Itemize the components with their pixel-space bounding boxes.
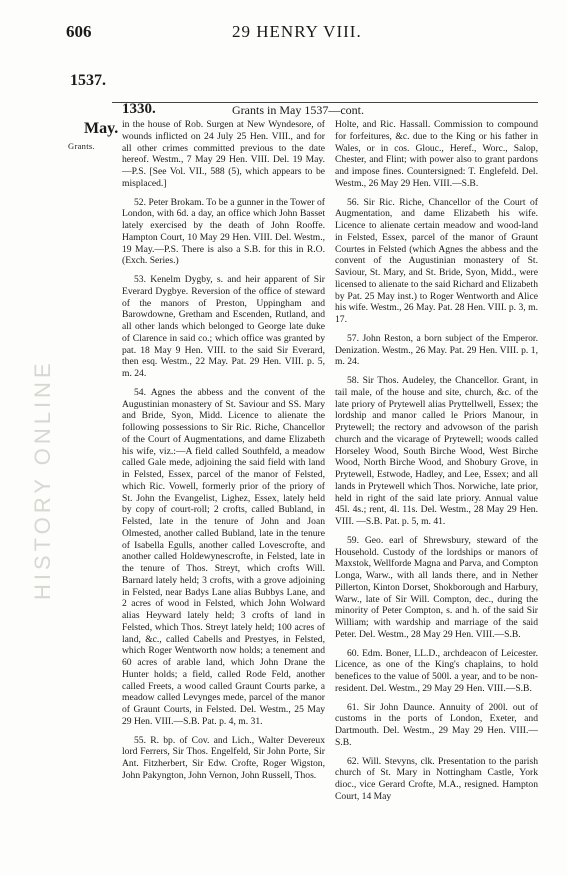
entry-60: 60. Edm. Boner, LL.D., archdeacon of Leicester. Licence, as one of the King's chaplains, to hold benefices to the value of 500l. a year, and to be non-resident. Del. Westm., 29 May 29 Hen. VIII.—S.B. — [335, 647, 538, 694]
watermark: HISTORY ONLINE — [30, 359, 55, 600]
left-column — [122, 119, 325, 782]
entry-51-continuation: in the house of Rob. Surgen at New Wyndesore, of wounds inflicted on 24 July 25 Hen. VIII., and for all other crimes committed previous to the date hereof. Westm., 7 May 29 Hen. VIII. Del. 19 May.—P.S. [See Vol. VII., 588 (5), which appears to be misplaced.] — [122, 119, 325, 189]
margin-year: 1537. — [70, 72, 106, 89]
entry-59: 59. Geo. earl of Shrewsbury, steward of the Household. Custody of the lordships or manors of Maxstok, Wellforde Magna and Parva, and Compton Longa, Warw., with all lands there, and in Nether Pillerton, Kinton Dorset, Shokborough and Harbury, Warw., late of Sir Will. Compton, dec., during the minority of Peter Compton, s. and h. of the said Sir William; with wardship and marriage of the said Peter. Del. Westm., 28 May 29 Hen. VIII.—S.B. — [335, 534, 538, 640]
entry-61: 61. Sir John Daunce. Annuity of 200l. out of customs in the ports of London, Exeter, and Dartmouth. Del. Westm., 29 May 29 Hen. VIII.—S.B. — [335, 701, 538, 748]
document-number: 1330. — [122, 101, 156, 117]
entry-54: 54. Agnes the abbess and the convent of the Augustinian monastery of St. Saviour and SS. Mary and Bride, Syon, Midd. Licence to alienate the following possessions to Sir Ric. Riche, Chancellor of the Court of Augmentations, and dame Elizabeth his wife, viz.:—A field called Southfeld, a meadow called Gale mede, adjoining the said field with land in Felsted, Essex, parcel of the manor of Felsted, which Ric. Vowell, formerly prior of the priory of St. John the Evangelist, Lighez, Essex, lately held by copy of court-roll; 2 crofts, called Bubland, in Felsted, late in the tenure of John and Joan Olmested, another called Bubland, late in the tenure of Isabella Egulls, another called Lovescrofte, and another called Holdewynescrofte, in Felsted, late in the tenure of Thos. Streyt, which crofts Will. Barnard lately held; 3 crofts, with a grove adjoining in Felsted, near Badys Lane alias Bubbys Lane, and 2 acres of wood in Felsted, which John Wolward alias Heyward lately held; 3 crofts of land in Felsted, which Thos. Streyt lately held; 100 acres of land, &c., called Cabells and Prestyes, in Felsted, which Roger Wentworth now holds; a tenement and 60 acres of arable land, which John Drane the Hunter holds; a field, called Rode Feld, another called Freets, a wood called Graunt Courts parke, a meadow called Levynges mede, parcel of the manor of Graunt Courts, in Felsted. Del. Westm., 25 May 29 Hen. VIII.—S.B. Pat. p. 4, m. 31. — [122, 386, 325, 727]
entry-58: 58. Sir Thos. Audeley, the Chancellor. Grant, in tail male, of the house and site, church, &c. of the late priory of Prytewell alias Pryttellwell, Essex; the lordship and manor called le Priors Manour, in Prytewell; the rectory and advowson of the parish church and the vicarage of Prytewell; woods called Horseley Wood, South Birche Wood, West Birche Wood, North Birche Wood, and Shobury Grove, in Prytewell, Estwode, Hadley, and Lee, Essex; and all lands in Prytewell which Thos. Norwiche, late prior, held in right of the said late priory. Annual value 45l. 4s.; rent, 4l. 11s. Del. Westm., 28 May 29 Hen. VIII. —S.B. Pat. p. 5, m. 41. — [335, 375, 538, 527]
entry-57: 57. John Reston, a born subject of the Emperor. Denization. Westm., 26 May. Pat. 29 Hen. VIII. p. 1, m. 24. — [335, 332, 538, 368]
running-head: 29 HENRY VIII. — [232, 22, 362, 41]
entry-62: 62. Will. Stevyns, clk. Presentation to the parish church of St. Mary in Nottingham Castle, York dioc., vice Gerard Crofte, M.A., resigned. Hampton Court, 14 May — [335, 755, 538, 802]
margin-section: Grants. — [68, 141, 95, 151]
column-heading: Grants in May 1537—cont. — [232, 103, 364, 117]
entry-56: 56. Sir Ric. Riche, Chancellor of the Court of Augmentation, and dame Elizabeth his wife. Licence to alienate certain meadow and wood-land in Felsted, Essex, parcel of the manor of Graunt Courtes in Felsted (which Agnes the abbess and the convent of the Augustinian monastery of St. Saviour, St. Mary, and St. Bride, Syon, Midd., were licensed to alienate to the said Richard and Elizabeth by Pat. 25 May inst.) to Roger Wentworth and Alice his wife. Westm., 26 May. Pat. 28 Hen. VIII. p. 3, m. 17. — [335, 196, 538, 325]
margin-month: May. — [84, 120, 119, 137]
entry-52: 52. Peter Brokam. To be a gunner in the Tower of London, with 6d. a day, an office which John Basset lately exercised by the death of John Rooffe. Hampton Court, 10 May 29 Hen. VIII. Del. Westm., 19 May.—P.S. There is also a S.B. for this in R.O. (Exch. Series.) — [122, 196, 325, 267]
entry-55-continuation: Holte, and Ric. Hassall. Commission to compound for forfeitures, &c. due to the King or his father in Wales, or in cos. Glouc., Heref., Worc., Salop, Chester, and Flint; with power also to grant pardons and impose fines. Countersigned: T. Englefeld. Del. Westm., 26 May 29 Hen. VIII.—S.B. — [335, 119, 538, 189]
right-column — [335, 119, 538, 803]
entry-53: 53. Kenelm Dygby, s. and heir apparent of Sir Everard Dygbye. Reversion of the office of steward of the manors of Preston, Uppingham and Barowdowne, Gretham and Escenden, Rutland, and all other lands which belonged to George late duke of Clarence in said co.; which office was granted by pat. 18 May 9 Hen. VIII. to the said Sir Everard, then esq. Westm., 22 May. Pat. 29 Hen. VIII. p. 5, m. 24. — [122, 274, 325, 379]
page-number: 606 — [66, 22, 92, 41]
entry-55: 55. R. bp. of Cov. and Lich., Walter Devereux lord Ferrers, Sir Thos. Engelfeld, Sir John Porte, Sir Ant. Fitzherbert, Sir Edw. Crofte, Roger Wigston, John Pakyngton, John Vernon, John Russell, Thos. — [122, 734, 325, 781]
